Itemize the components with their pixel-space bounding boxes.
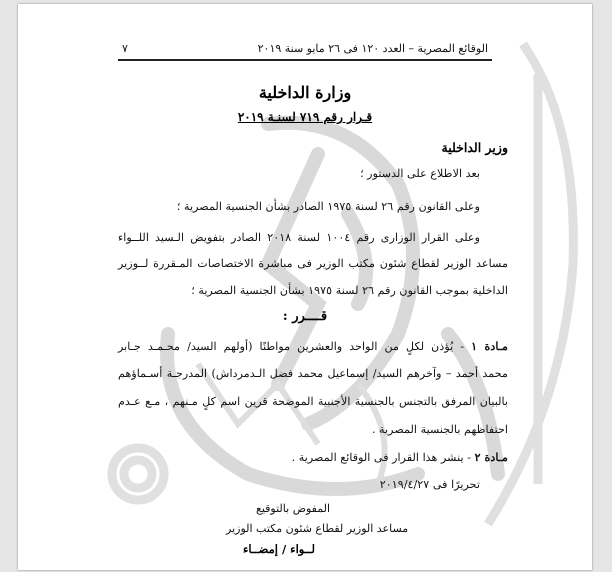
signature-name: لــواء / إمضــاء [243,542,315,556]
article-1-line-3: بالبيان المرفق بالتجنس بالجنسية الأجنبية الموضحة قرين اسم كلٍ مـنهم ، مـع عـدم [118,395,508,408]
running-header-title: الوقائع المصرية – العدد ١٢٠ فى ٢٦ مايو سنة ٢٠١٩ [257,42,488,55]
issuer-heading: وزير الداخلية [441,140,508,155]
article-2-label: مـادة ٢ [474,450,508,464]
preamble-line-4: مساعد الوزير لقطاع شئون مكتب الوزير فى مباشرة الاختصاصات المـقررة لــوزير [118,257,508,270]
article-2-text: - ينشر هذا القرار فى الوقائع المصرية . [291,451,471,464]
preamble-line-3: وعلى القرار الوزارى رقم ١٠٠٤ لسنة ٢٠١٨ الصادر بتفويض الـسيد اللــواء [118,231,481,244]
date-line: تحريرًا فى ٢٠١٩/٤/٢٧ [379,478,480,491]
ministry-title: وزارة الداخلية [258,83,352,102]
article-2-line [118,450,508,465]
signature-authorized: المفوض بالتوقيع [256,502,331,515]
article-1-line-1 [118,339,508,354]
preamble-line-1: بعد الاطلاع على الدستور ؛ [360,167,480,180]
decree-number: قـرار رقم ٧١٩ لسنـة ٢٠١٩ [237,110,373,124]
article-1-text: - يُؤذن لكلٍ من الواحد والعشرين مواطنًا (أولهم السيد/ محـمـد جـابر [118,340,465,353]
article-1-line-2: محمد أحمد – وآخرهم السيد/ إسماعيل محمد فضل الـدمرداش) المدرجـة أسـماؤهم [118,367,508,380]
signature-title: مساعد الوزير لقطاع شئون مكتب الوزير [226,522,409,535]
decided-heading: قــــرر : [282,309,328,324]
article-1-label: مـادة ١ [471,339,509,353]
preamble-line-2: وعلى القانون رقم ٢٦ لسنة ١٩٧٥ الصادر بشأن الجنسية المصرية ؛ [176,200,480,213]
page-number: ٧ [122,42,128,55]
running-header [122,42,488,56]
preamble-line-5: الداخلية بموجب القانون رقم ٢٦ لسنة ١٩٧٥ بشأن الجنسية المصرية ؛ [191,284,508,297]
article-1-line-4: احتفاظهم بالجنسية المصرية . [371,423,508,436]
document-page [18,4,592,570]
header-divider [118,59,492,61]
